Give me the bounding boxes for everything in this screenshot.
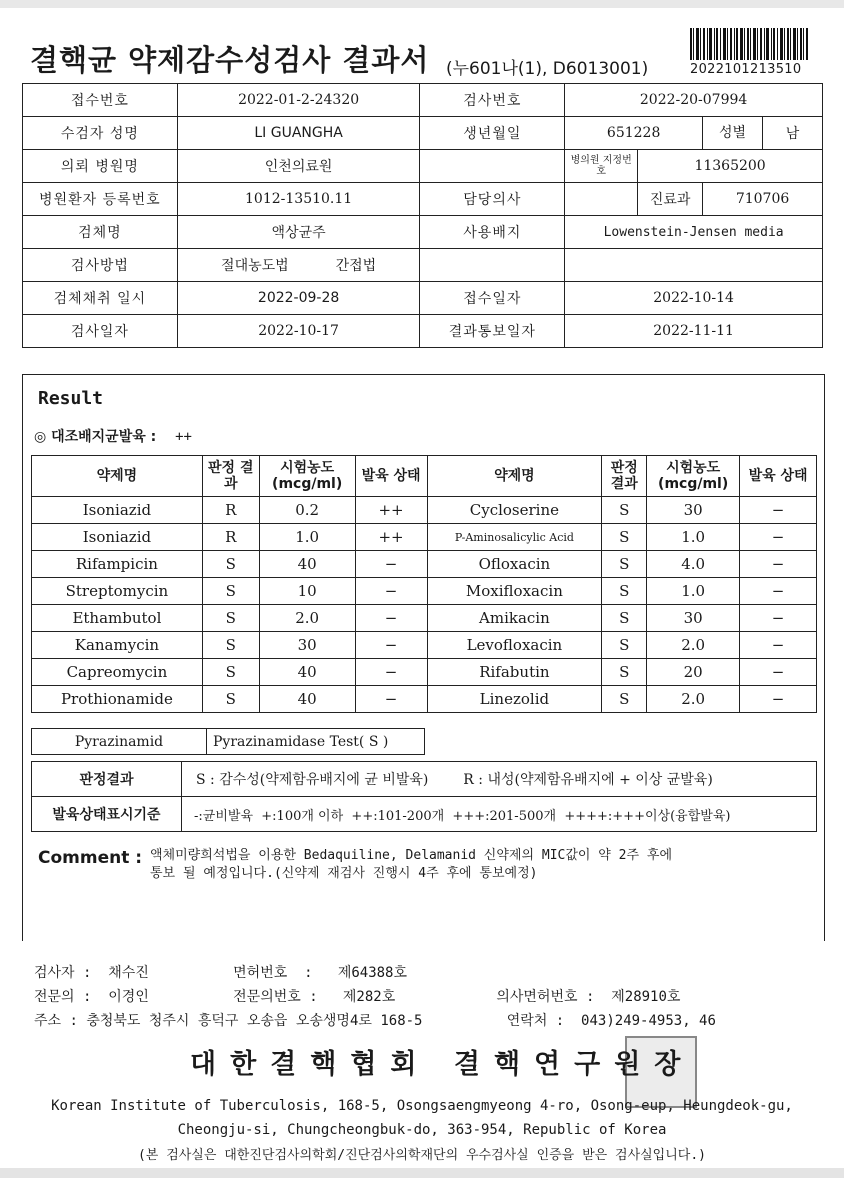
birth-value: 651228 — [565, 117, 703, 150]
col-growth: 발육 상태 — [740, 456, 817, 497]
concentration-value: 1.0 — [647, 578, 740, 605]
growth-value: ++ — [355, 497, 427, 524]
empty-cell — [420, 249, 565, 282]
report-date-label: 결과통보일자 — [420, 315, 565, 348]
growth-value: − — [740, 605, 817, 632]
col-concentration: 시험농도 (mcg/ml) — [647, 456, 740, 497]
hospital-code-value: 11365200 — [638, 150, 823, 183]
col-drug: 약제명 — [32, 456, 203, 497]
top-scan-strip — [0, 0, 844, 8]
growth-value: − — [740, 578, 817, 605]
pyrazinamid-table — [31, 728, 425, 755]
concentration-value: 40 — [259, 686, 355, 713]
col-judgment: 판정 결과 — [602, 456, 647, 497]
drug-name: Kanamycin — [32, 632, 203, 659]
judgment-value: S — [602, 686, 647, 713]
drug-name: Cycloserine — [427, 497, 602, 524]
organization-name: 대한결핵협회 결핵연구원장 — [190, 1049, 695, 1080]
comment-label: Comment : — [38, 848, 143, 868]
judgment-value: S — [602, 497, 647, 524]
tester-info: 검사자 : 채수진 면허번호 : 제64388호 — [34, 965, 408, 981]
growth-value: − — [355, 632, 427, 659]
table-row — [32, 578, 817, 605]
drug-name: Ofloxacin — [427, 551, 602, 578]
sex-value: 남 — [785, 126, 800, 142]
growth-value: − — [355, 578, 427, 605]
control-growth-value: ++ — [175, 429, 192, 445]
reception-no-value: 2022-01-2-24320 — [177, 84, 420, 117]
judgment-value: S — [602, 524, 647, 551]
birth-label: 생년월일 — [420, 117, 565, 150]
doctor-value — [565, 183, 638, 216]
concentration-value: 0.2 — [259, 497, 355, 524]
pza-label: Pyrazinamid — [32, 729, 207, 755]
table-row — [32, 497, 817, 524]
growth-value: − — [355, 605, 427, 632]
judgment-value: S — [202, 605, 259, 632]
drug-name: Amikacin — [427, 605, 602, 632]
judgment-value: S — [202, 659, 259, 686]
method-absolute: 절대농도법 — [221, 258, 289, 274]
table-row — [32, 632, 817, 659]
patient-name-value: LI GUANGHA — [177, 117, 420, 150]
drug-name: Levofloxacin — [427, 632, 602, 659]
english-address-line: Cheongju-si, Chungcheongbuk-do, 363-954, Republic of Korea — [177, 1122, 667, 1138]
document-code: (누601나(1), D6013001) — [446, 59, 649, 79]
drug-name: Streptomycin — [32, 578, 203, 605]
concentration-value: 2.0 — [259, 605, 355, 632]
legend-table — [31, 761, 817, 832]
certification-note: (본 검사실은 대한진단검사의학회/진단검사의학재단의 우수검사실 인증을 받은 검사실입니다.) — [137, 1148, 707, 1163]
drug-name: Moxifloxacin — [427, 578, 602, 605]
comment-line: 통보 될 예정입니다.(신약제 재검사 진행시 4주 후에 통보예정) — [150, 866, 538, 881]
drug-name: Capreomycin — [32, 659, 203, 686]
drug-name: P-Aminosalicylic Acid — [427, 524, 602, 551]
result-title: Result — [38, 388, 104, 409]
hospital-label: 의뢰 병원명 — [23, 150, 178, 183]
judgment-value: S — [602, 578, 647, 605]
table-row — [32, 729, 425, 755]
table-row — [32, 524, 817, 551]
drug-name: Rifabutin — [427, 659, 602, 686]
growth-legend-value: -:균비발육 +:100개 이하 ++:101-200개 +++:201-500개 ++++:+++이상(융합발육) — [182, 797, 817, 832]
table-row — [32, 605, 817, 632]
growth-value: ++ — [355, 524, 427, 551]
hospital-code-label: 병의원 지정번호 — [565, 150, 638, 183]
concentration-value: 2.0 — [647, 686, 740, 713]
hospital-value: 인천의료원 — [177, 150, 420, 183]
table-row — [32, 762, 817, 797]
document-title: 결핵균 약제감수성검사 결과서 — [30, 43, 430, 77]
concentration-value: 2.0 — [647, 632, 740, 659]
specialist-info: 전문의 : 이경인 전문의번호 : 제282호 의사면허번호 : 제28910호 — [34, 989, 681, 1005]
drug-name: Linezolid — [427, 686, 602, 713]
table-row — [23, 150, 823, 183]
drug-name: Isoniazid — [32, 524, 203, 551]
table-row — [23, 117, 823, 150]
judgment-value: S — [602, 632, 647, 659]
control-growth-label: ◎ 대조배지균발육 : — [34, 429, 157, 445]
table-row — [23, 249, 823, 282]
sex-cell — [703, 117, 823, 150]
concentration-value: 4.0 — [647, 551, 740, 578]
judgment-value: S — [202, 551, 259, 578]
table-row — [23, 315, 823, 348]
col-growth: 발육 상태 — [355, 456, 427, 497]
judgment-value: R — [202, 497, 259, 524]
bottom-scan-strip — [0, 1168, 844, 1178]
method-value — [177, 249, 420, 282]
address-info: 주소 : 충청북도 청주시 흥덕구 오송읍 오송생명4로 168-5 연락처 : 043)249-4953, 46 — [34, 1013, 716, 1029]
growth-value: − — [740, 686, 817, 713]
concentration-value: 1.0 — [259, 524, 355, 551]
reg-no-value: 1012-13510.11 — [177, 183, 420, 216]
concentration-value: 10 — [259, 578, 355, 605]
english-address-line: Korean Institute of Tuberculosis, 168-5, Osongsaengmyeong 4-ro, Osong-eup, Heungdeok-gu, — [51, 1098, 793, 1114]
concentration-value: 30 — [647, 605, 740, 632]
table-row — [23, 282, 823, 315]
control-growth — [34, 426, 192, 446]
empty-cell — [565, 249, 823, 282]
judgment-value: R — [202, 524, 259, 551]
table-row — [32, 686, 817, 713]
growth-value: − — [740, 551, 817, 578]
specimen-label: 검체명 — [23, 216, 178, 249]
test-date-label: 검사일자 — [23, 315, 178, 348]
comment-line: 액체미량희석법을 이용한 Bedaquiline, Delamanid 신약제의 MIC값이 약 2주 후에 — [150, 848, 672, 863]
drug-name: Prothionamide — [32, 686, 203, 713]
patient-info-table — [22, 83, 823, 348]
medium-label: 사용배지 — [420, 216, 565, 249]
barcode-icon — [690, 28, 808, 60]
growth-value: − — [355, 686, 427, 713]
drug-susceptibility-table — [31, 455, 817, 713]
collect-date-value: 2022-09-28 — [177, 282, 420, 315]
col-concentration: 시험농도 (mcg/ml) — [259, 456, 355, 497]
drug-name: Isoniazid — [32, 497, 203, 524]
growth-value: − — [355, 659, 427, 686]
growth-value: − — [740, 497, 817, 524]
drug-name: Ethambutol — [32, 605, 203, 632]
test-no-value: 2022-20-07994 — [565, 84, 823, 117]
judgment-value: S — [202, 578, 259, 605]
receive-date-label: 접수일자 — [420, 282, 565, 315]
test-date-value: 2022-10-17 — [177, 315, 420, 348]
receive-date-value: 2022-10-14 — [565, 282, 823, 315]
table-row — [23, 183, 823, 216]
judgment-value: S — [602, 659, 647, 686]
medium-value: Lowenstein-Jensen media — [565, 216, 823, 249]
table-header-row — [32, 456, 817, 497]
dept-value: 710706 — [703, 183, 823, 216]
table-row — [23, 84, 823, 117]
judgment-legend-label: 판정결과 — [32, 762, 182, 797]
table-row — [23, 216, 823, 249]
method-indirect: 간접법 — [335, 258, 377, 274]
concentration-value: 30 — [647, 497, 740, 524]
concentration-value: 40 — [259, 551, 355, 578]
legend-resistant: R : 내성(약제함유배지에 + 이상 균발육) — [463, 772, 713, 788]
growth-value: − — [740, 524, 817, 551]
comment-text — [150, 847, 810, 883]
concentration-value: 1.0 — [647, 524, 740, 551]
growth-value: − — [740, 632, 817, 659]
doctor-label: 담당의사 — [420, 183, 565, 216]
col-drug: 약제명 — [427, 456, 602, 497]
judgment-value: S — [202, 686, 259, 713]
drug-name: Rifampicin — [32, 551, 203, 578]
specimen-value: 액상균주 — [177, 216, 420, 249]
growth-value: − — [355, 551, 427, 578]
pza-value: Pyrazinamidase Test( S ) — [207, 729, 425, 755]
test-no-label: 검사번호 — [420, 84, 565, 117]
growth-value: − — [740, 659, 817, 686]
growth-legend-label: 발육상태표시기준 — [32, 797, 182, 832]
method-label: 검사방법 — [23, 249, 178, 282]
reception-no-label: 접수번호 — [23, 84, 178, 117]
judgment-value: S — [602, 551, 647, 578]
judgment-value: S — [602, 605, 647, 632]
empty-cell — [420, 150, 565, 183]
concentration-value: 30 — [259, 632, 355, 659]
table-row — [32, 659, 817, 686]
dept-label: 진료과 — [638, 183, 703, 216]
legend-susceptible: S : 감수성(약제함유배지에 균 비발육) — [196, 772, 429, 788]
judgment-legend-value — [182, 762, 817, 797]
report-date-value: 2022-11-11 — [565, 315, 823, 348]
judgment-value: S — [202, 632, 259, 659]
reg-no-label: 병원환자 등록번호 — [23, 183, 178, 216]
table-row — [32, 797, 817, 832]
barcode-number: 2022101213510 — [690, 62, 802, 77]
concentration-value: 40 — [259, 659, 355, 686]
patient-name-label: 수검자 성명 — [23, 117, 178, 150]
table-row — [32, 551, 817, 578]
sex-label: 성별 — [703, 117, 763, 149]
concentration-value: 20 — [647, 659, 740, 686]
collect-date-label: 검체채취 일시 — [23, 282, 178, 315]
col-judgment: 판정 결과 — [202, 456, 259, 497]
